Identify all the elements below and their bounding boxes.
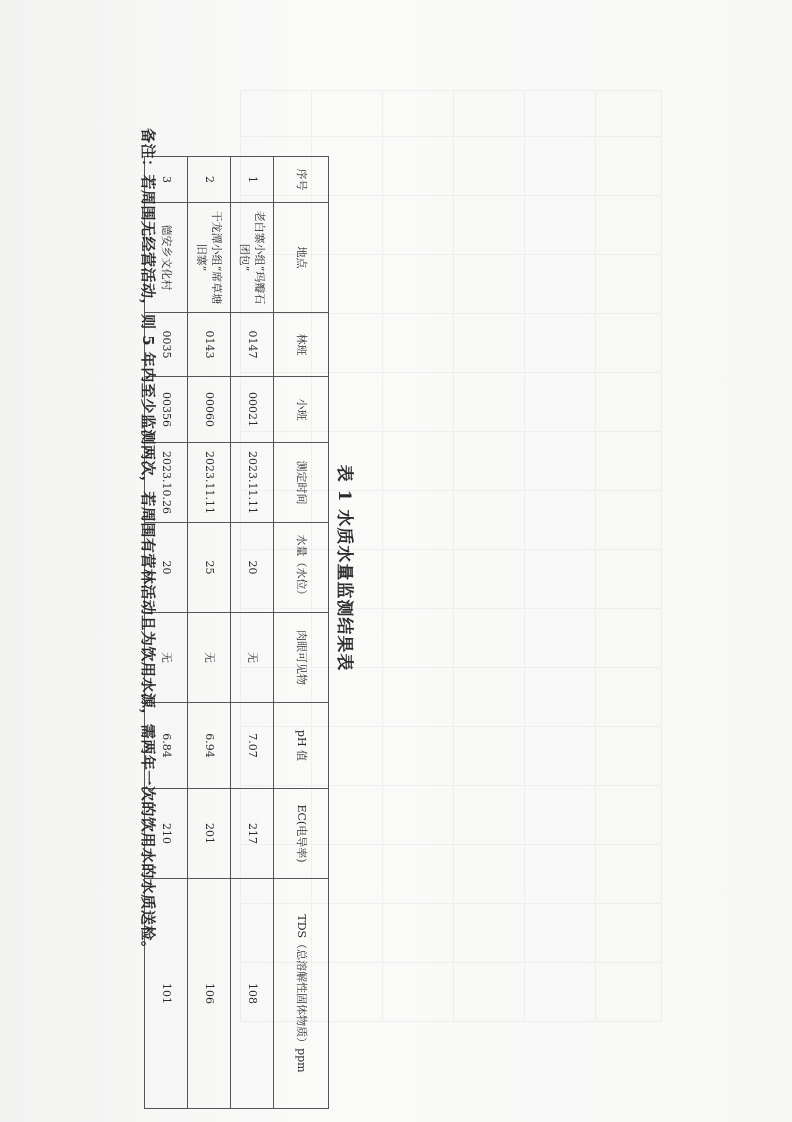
table-cell: 210 [145,789,188,879]
table-cell: 00356 [145,377,188,443]
table-cell: 2023.11.11 [188,443,231,523]
table-cell: 干龙潭小组“席草塘旧寨” [188,203,231,313]
table-cell: 25 [188,523,231,613]
table-cell: 6.84 [145,703,188,789]
table-cell: 无 [188,613,231,703]
table-cell: 00021 [231,377,274,443]
table-cell: 20 [231,523,274,613]
table-cell: 2023.11.11 [231,443,274,523]
table-cell: 7.07 [231,703,274,789]
table-cell: 201 [188,789,231,879]
table-cell: 老白寨小组“玛瓣石团包” [231,203,274,313]
table-cell: 3 [145,157,188,203]
footnote: 备注：若周围无经营活动，则 5 年内至少监测两次，若周围有营林活动且为饮用水源，需两年一次的饮用水的水质送检。 [139,128,157,957]
table-cell: 德安乡文化村 [145,203,188,313]
water-quality-table [144,156,329,1109]
table-cell: 101 [145,879,188,1109]
table-title: 表 1 水质水量监测结果表 [334,464,354,672]
column-header: 序号 [274,157,329,203]
table-row [188,157,231,1109]
column-header: 水量（水位） [274,523,329,613]
column-header: pH 值 [274,703,329,789]
rotated-content [109,128,359,1073]
column-header: 肉眼可见物 [274,613,329,703]
column-header: 林班 [274,313,329,377]
table-cell: 0147 [231,313,274,377]
table-cell: 106 [188,879,231,1109]
column-header: 小班 [274,377,329,443]
table-cell: 6.94 [188,703,231,789]
column-header: 测定时间 [274,443,329,523]
table-cell: 217 [231,789,274,879]
table-cell: 1 [231,157,274,203]
table-cell: 2 [188,157,231,203]
table-row [231,157,274,1109]
table-cell: 2023.10.26 [145,443,188,523]
table-cell: 00060 [188,377,231,443]
column-header: TDS（总溶解性固体物质）ppm [274,879,329,1109]
table-cell: 无 [145,613,188,703]
table-cell: 20 [145,523,188,613]
column-header: EC(电导率) [274,789,329,879]
column-header: 地点 [274,203,329,313]
table-cell: 无 [231,613,274,703]
table-header-row [274,157,329,1109]
table-cell: 0035 [145,313,188,377]
table-cell: 108 [231,879,274,1109]
table-cell: 0143 [188,313,231,377]
